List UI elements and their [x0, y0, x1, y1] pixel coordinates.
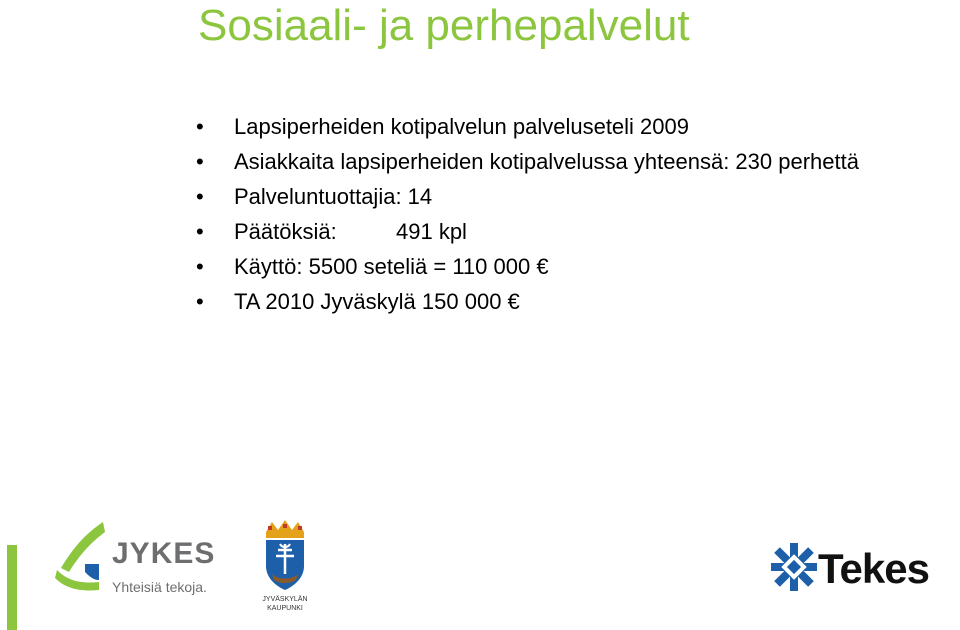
- bullet-item: [196, 180, 876, 213]
- accent-bar: [7, 545, 17, 630]
- tekes-wordmark: Tekes: [818, 545, 929, 592]
- decisions-value: 491 kpl: [396, 219, 467, 244]
- bullet-text: Lapsiperheiden kotipalvelun palveluseteli 2009: [234, 114, 689, 139]
- bullet-marker: •: [196, 149, 204, 174]
- tekes-logo-icon: [771, 543, 817, 591]
- decisions-row: [234, 215, 467, 248]
- bullet-text: Käyttö: 5500 seteliä = 110 000 €: [234, 254, 549, 279]
- bullet-text: Asiakkaita lapsiperheiden kotipalvelussa yhteensä: 230 perhettä: [234, 149, 859, 174]
- decisions-label: Päätöksiä:: [234, 219, 337, 244]
- bullet-list: [196, 110, 876, 320]
- bullet-marker: •: [196, 114, 204, 139]
- bullet-item: [196, 145, 876, 178]
- city-caption: [252, 595, 318, 613]
- slide-title: Sosiaali- ja perhepalvelut: [198, 1, 690, 50]
- city-caption-line1: JYVÄSKYLÄN: [262, 596, 308, 603]
- bullet-item: [196, 285, 876, 318]
- bullet-item: [196, 110, 876, 143]
- city-caption-line2: KAUPUNKI: [267, 605, 303, 612]
- bullet-text: Palveluntuottajia: 14: [234, 184, 433, 209]
- bullet-marker: •: [196, 184, 204, 209]
- bullet-marker: •: [196, 219, 204, 244]
- bullet-marker: •: [196, 289, 204, 314]
- bullet-item: [196, 250, 876, 283]
- bullet-marker: •: [196, 254, 204, 279]
- jyvaskyla-crest-icon: [262, 520, 308, 590]
- bullet-text: TA 2010 Jyväskylä 150 000 €: [234, 289, 520, 314]
- jykes-tagline: Yhteisiä tekoja.: [112, 579, 207, 595]
- bullet-item: [196, 215, 876, 248]
- jykes-wordmark: JYKES: [112, 537, 216, 570]
